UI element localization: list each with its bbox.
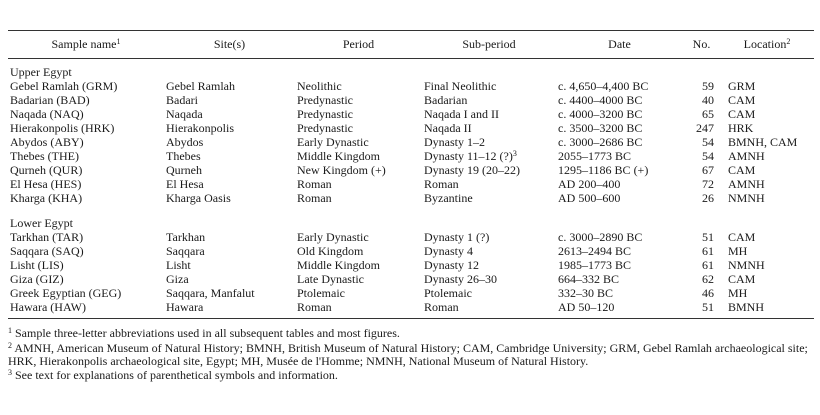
header-sample-name: Sample name$^1$: [51, 37, 121, 51]
cell-location-text: AMNH: [728, 176, 765, 191]
cell-sub-period: [422, 177, 556, 191]
cell-period: [295, 177, 422, 191]
cell-period-text: Predynastic: [297, 92, 353, 107]
cell-sample-name-text: Qurneh (QUR): [10, 162, 83, 177]
cell-count: [683, 272, 720, 286]
cell-site: [164, 177, 295, 191]
cell-sub-period: [422, 121, 556, 135]
cell-period: [295, 149, 422, 163]
cell-date: [556, 300, 683, 319]
table-row: [8, 121, 814, 135]
document-page: [8, 30, 814, 383]
footnote: [8, 327, 814, 340]
section-spacer: [8, 205, 814, 214]
cell-site: [164, 135, 295, 149]
cell-count: [683, 121, 720, 135]
table-row: [8, 300, 814, 319]
cell-site-text: Giza: [166, 271, 189, 286]
cell-count-text: 54: [702, 134, 714, 149]
footnote-text: AMNH, American Museum of Natural History; BMNH, British Museum of Natural History; CAM, Cambridge University; GRM, Gebel Ramlah archaeological site; HRK, Hierakonpolis archaeological site, Egypt; MH, Musée de l'Homme; NMNH, National Museum of Natural History.: [8, 340, 808, 368]
cell-sample-name-text: Gebel Ramlah (GRM): [10, 78, 118, 93]
cell-count-text: 61: [702, 243, 714, 258]
samples-table: [8, 30, 814, 319]
cell-sub-period: [422, 272, 556, 286]
cell-sub-period: [422, 191, 556, 205]
footnote-text: See text for explanations of parenthetical symbols and information.: [15, 368, 338, 382]
section-title: Upper Egypt: [10, 64, 72, 79]
cell-period-text: Middle Kingdom: [297, 257, 380, 272]
cell-site-text: Naqada: [166, 106, 203, 121]
cell-site: [164, 244, 295, 258]
cell-sample-name: [8, 135, 164, 149]
cell-sample-name: [8, 191, 164, 205]
cell-site: [164, 107, 295, 121]
cell-period: [295, 258, 422, 272]
table-row: [8, 191, 814, 205]
cell-count-text: 26: [702, 190, 714, 205]
cell-count: [683, 300, 720, 319]
cell-period-text: Roman: [297, 190, 332, 205]
header-period: Period: [342, 37, 375, 51]
cell-count: [683, 191, 720, 205]
cell-location: [720, 135, 814, 149]
cell-site-text: El Hesa: [166, 176, 204, 191]
cell-location-text: MH: [728, 285, 748, 300]
cell-sample-name-text: Kharga (KHA): [10, 190, 83, 205]
cell-site: [164, 230, 295, 244]
cell-site: [164, 149, 295, 163]
cell-site-text: Badari: [166, 92, 198, 107]
cell-count: [683, 93, 720, 107]
cell-location: [720, 149, 814, 163]
cell-sample-name: [8, 163, 164, 177]
cell-site-text: Qurneh: [166, 162, 202, 177]
cell-date: [556, 286, 683, 300]
cell-period-text: Ptolemaic: [297, 285, 345, 300]
cell-location: [720, 191, 814, 205]
cell-count: [683, 163, 720, 177]
header-no: No.: [692, 37, 711, 51]
cell-sample-name-text: Hierakonpolis (HRK): [10, 120, 115, 135]
cell-count: [683, 230, 720, 244]
table-row: [8, 135, 814, 149]
header-sites: Site(s): [213, 37, 246, 51]
section-heading-row: [8, 59, 814, 80]
cell-period: [295, 107, 422, 121]
cell-site: [164, 93, 295, 107]
footnote-mark: 1: [8, 326, 12, 336]
cell-sample-name: [8, 93, 164, 107]
cell-date-text: c. 4,650–4,400 BC: [558, 78, 649, 93]
cell-date-text: 332–30 BC: [558, 285, 614, 300]
cell-location: [720, 121, 814, 135]
footnotes: [8, 327, 814, 382]
cell-date-text: c. 4400–4000 BC: [558, 92, 643, 107]
cell-sample-name-text: Thebes (THE): [10, 148, 79, 163]
cell-count-text: 40: [702, 92, 714, 107]
cell-location: [720, 107, 814, 121]
cell-sub-period-text: Roman: [424, 176, 459, 191]
cell-sample-name-text: Naqada (NAQ): [10, 106, 84, 121]
cell-count-text: 62: [702, 271, 714, 286]
cell-sub-period-text: Dynasty 4: [424, 243, 473, 258]
cell-site: [164, 300, 295, 319]
cell-period: [295, 163, 422, 177]
cell-date-text: AD 50–120: [558, 299, 615, 314]
cell-site: [164, 79, 295, 93]
cell-period-text: Middle Kingdom: [297, 148, 380, 163]
cell-period: [295, 191, 422, 205]
section-title: Lower Egypt: [10, 215, 73, 230]
cell-period-text: Early Dynastic: [297, 229, 369, 244]
table-row: [8, 93, 814, 107]
cell-date: [556, 149, 683, 163]
cell-date-text: 2055–1773 BC: [558, 148, 632, 163]
cell-date: [556, 121, 683, 135]
cell-sub-period-text: Ptolemaic: [424, 285, 472, 300]
cell-location-text: CAM: [728, 162, 756, 177]
footnote-mark: 2: [8, 340, 12, 350]
table-header: [8, 31, 814, 59]
cell-date: [556, 177, 683, 191]
cell-site-text: Lisht: [166, 257, 191, 272]
cell-sample-name: [8, 230, 164, 244]
cell-period-text: Late Dynastic: [297, 271, 364, 286]
cell-date: [556, 230, 683, 244]
cell-sample-name-text: Lisht (LIS): [10, 257, 64, 272]
cell-sub-period-text: Final Neolithic: [424, 78, 497, 93]
cell-sample-name-text: Giza (GIZ): [10, 271, 64, 286]
cell-date-text: 2613–2494 BC: [558, 243, 632, 258]
cell-period-text: Roman: [297, 176, 332, 191]
cell-sub-period-text: Dynasty 1–2: [424, 134, 485, 149]
cell-sub-period: [422, 163, 556, 177]
cell-date-text: AD 200–400: [558, 176, 621, 191]
cell-location-text: HRK: [728, 120, 754, 135]
cell-sample-name-text: Tarkhan (TAR): [10, 229, 84, 244]
cell-period: [295, 79, 422, 93]
cell-sample-name: [8, 286, 164, 300]
cell-sub-period: [422, 286, 556, 300]
cell-site: [164, 286, 295, 300]
cell-period: [295, 244, 422, 258]
cell-count-text: 51: [702, 229, 714, 244]
cell-count: [683, 286, 720, 300]
cell-date: [556, 272, 683, 286]
cell-sub-period-text: Naqada II: [424, 120, 472, 135]
cell-sub-period-text: Badarian: [424, 92, 468, 107]
footnote: [8, 369, 814, 382]
cell-location: [720, 93, 814, 107]
cell-sample-name-text: Abydos (ABY): [10, 134, 84, 149]
footnote: [8, 342, 814, 368]
header-sub-period: Sub-period: [462, 37, 516, 51]
cell-count-text: 46: [702, 285, 714, 300]
table-row: [8, 244, 814, 258]
cell-site-text: Saqqara, Manfalut: [166, 285, 255, 300]
cell-period: [295, 93, 422, 107]
cell-date-text: c. 3000–2890 BC: [558, 229, 643, 244]
cell-location-text: BMNH: [728, 299, 765, 314]
cell-sample-name: [8, 149, 164, 163]
cell-site-text: Hierakonpolis: [166, 120, 234, 135]
cell-location-text: CAM: [728, 271, 756, 286]
cell-count-text: 54: [702, 148, 714, 163]
cell-sample-name-text: Badarian (BAD): [10, 92, 90, 107]
cell-location-text: GRM: [728, 78, 756, 93]
cell-count: [683, 258, 720, 272]
cell-period: [295, 121, 422, 135]
cell-sub-period-text: Dynasty 11–12 (?): [424, 148, 513, 163]
cell-sample-name-text: El Hesa (HES): [10, 176, 82, 191]
cell-period-text: Predynastic: [297, 106, 353, 121]
footnote-text: Sample three-letter abbreviations used in all subsequent tables and most figures.: [15, 326, 400, 341]
cell-sub-period: [422, 230, 556, 244]
cell-sub-period: [422, 107, 556, 121]
cell-date-text: AD 500–600: [558, 190, 621, 205]
cell-count-text: 51: [702, 299, 714, 314]
cell-location: [720, 272, 814, 286]
cell-count-text: 61: [702, 257, 714, 272]
cell-location: [720, 300, 814, 319]
table-row: [8, 258, 814, 272]
cell-count: [683, 135, 720, 149]
cell-count-text: 247: [696, 120, 714, 135]
cell-sub-period: [422, 79, 556, 93]
cell-site-text: Kharga Oasis: [166, 190, 231, 205]
cell-location: [720, 230, 814, 244]
cell-count-text: 65: [702, 106, 714, 121]
cell-count-text: 72: [702, 176, 714, 191]
cell-sample-name: [8, 258, 164, 272]
cell-location-text: CAM: [728, 92, 756, 107]
spacer-cell: [8, 205, 814, 214]
cell-period-text: Predynastic: [297, 120, 353, 135]
cell-count: [683, 149, 720, 163]
section-heading-row: [8, 214, 814, 230]
cell-sample-name: [8, 244, 164, 258]
cell-date: [556, 258, 683, 272]
cell-count: [683, 107, 720, 121]
cell-sub-period-text: Dynasty 26–30: [424, 271, 497, 286]
cell-sample-name: [8, 79, 164, 93]
cell-sub-period: [422, 135, 556, 149]
cell-sub-period-text: Dynasty 12: [424, 257, 479, 272]
cell-sample-name: [8, 107, 164, 121]
cell-sub-period: [422, 149, 556, 163]
cell-location: [720, 177, 814, 191]
cell-site-text: Thebes: [166, 148, 201, 163]
table-body: [8, 59, 814, 319]
cell-location: [720, 286, 814, 300]
cell-date-text: 664–332 BC: [558, 271, 620, 286]
cell-period-text: Roman: [297, 299, 332, 314]
footnote-mark: 3: [8, 368, 12, 377]
cell-sub-period: [422, 300, 556, 319]
cell-sub-period: [422, 244, 556, 258]
cell-date-text: c. 3500–3200 BC: [558, 120, 643, 135]
cell-sample-name-text: Greek Egyptian (GEG): [10, 285, 122, 300]
cell-location: [720, 244, 814, 258]
header-date: Date: [608, 37, 631, 51]
cell-date: [556, 135, 683, 149]
table-row: [8, 177, 814, 191]
cell-location-text: CAM: [728, 106, 756, 121]
cell-date: [556, 93, 683, 107]
cell-date-text: c. 4000–3200 BC: [558, 106, 643, 121]
cell-site: [164, 191, 295, 205]
cell-date: [556, 79, 683, 93]
cell-date-text: 1985–1773 BC: [558, 257, 632, 272]
cell-location-text: AMNH: [728, 148, 765, 163]
table-row: [8, 272, 814, 286]
cell-sub-period-text: Naqada I and II: [424, 106, 499, 121]
cell-period-text: New Kingdom (+): [297, 162, 386, 177]
cell-location-text: NMNH: [728, 190, 765, 205]
cell-period-text: Old Kingdom: [297, 243, 364, 258]
cell-site-text: Gebel Ramlah: [166, 78, 235, 93]
cell-location-text: NMNH: [728, 257, 765, 272]
cell-count: [683, 79, 720, 93]
cell-sub-period: [422, 93, 556, 107]
cell-count: [683, 177, 720, 191]
cell-period: [295, 286, 422, 300]
cell-date-text: 1295–1186 BC (+): [558, 162, 649, 177]
cell-sample-name: [8, 300, 164, 319]
cell-site-text: Hawara: [166, 299, 204, 314]
cell-date: [556, 244, 683, 258]
cell-location-text: CAM: [728, 229, 756, 244]
cell-sample-name: [8, 272, 164, 286]
cell-location-text: BMNH, CAM: [728, 134, 798, 149]
cell-period: [295, 300, 422, 319]
table-row: [8, 149, 814, 163]
header-location: Location$^2$: [743, 37, 791, 51]
cell-location: [720, 258, 814, 272]
cell-period: [295, 135, 422, 149]
cell-count-text: 59: [702, 78, 714, 93]
cell-date-text: c. 3000–2686 BC: [558, 134, 643, 149]
table-row: [8, 79, 814, 93]
table-row: [8, 286, 814, 300]
cell-site: [164, 163, 295, 177]
cell-period-text: Neolithic: [297, 78, 342, 93]
cell-site-text: Saqqara: [166, 243, 205, 258]
cell-site: [164, 272, 295, 286]
cell-sample-name-text: Hawara (HAW): [10, 299, 86, 314]
cell-sample-name: [8, 121, 164, 135]
cell-site: [164, 258, 295, 272]
cell-site: [164, 121, 295, 135]
footnote-marker: 3: [512, 148, 517, 158]
cell-period: [295, 272, 422, 286]
cell-period: [295, 230, 422, 244]
cell-count: [683, 244, 720, 258]
cell-date: [556, 191, 683, 205]
cell-site-text: Tarkhan: [166, 229, 206, 244]
cell-date: [556, 107, 683, 121]
cell-location-text: MH: [728, 243, 748, 258]
cell-sub-period-text: Dynasty 19 (20–22): [424, 162, 520, 177]
table-row: [8, 163, 814, 177]
table-row: [8, 230, 814, 244]
cell-location: [720, 163, 814, 177]
cell-sub-period: [422, 258, 556, 272]
cell-sub-period-text: Roman: [424, 299, 459, 314]
cell-count-text: 67: [702, 162, 714, 177]
cell-date: [556, 163, 683, 177]
cell-sample-name: [8, 177, 164, 191]
cell-period-text: Early Dynastic: [297, 134, 369, 149]
cell-sub-period-text: Byzantine: [424, 190, 473, 205]
table-row: [8, 107, 814, 121]
cell-location: [720, 79, 814, 93]
cell-site-text: Abydos: [166, 134, 204, 149]
cell-sub-period-text: Dynasty 1 (?): [424, 229, 490, 244]
cell-sample-name-text: Saqqara (SAQ): [10, 243, 84, 258]
